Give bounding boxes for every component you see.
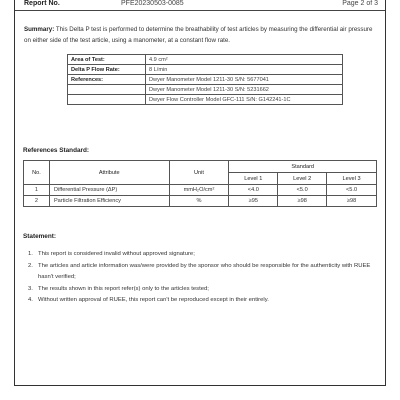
item-number: 1. [28,251,33,257]
statement-title: Statement: [23,233,57,240]
summary-label: Summary: [24,26,55,33]
empty-cell [68,85,146,95]
row-level-3: <5.0 [327,185,377,196]
row-no: 2 [24,196,50,207]
empty-cell [68,95,146,105]
reference-item: Dwyer Flow Controller Model GFC-111 S/N: G142241-1C [146,95,343,105]
table-row [24,196,377,207]
reference-item: Dwyer Manometer Model 1211-30 S/N: 5231662 [146,85,343,95]
references-standard-title: References Standard: [23,147,90,154]
table-row [68,75,343,85]
item-number: 3. [28,285,33,292]
row-level-3: ≥98 [327,196,377,207]
flow-value: 8 L/min [146,65,343,75]
report-header [24,0,378,10]
table-row [68,95,343,105]
header-unit: Unit [169,161,229,185]
reference-item: Dwyer Manometer Model 1211-30 S/N: 5677041 [146,75,343,85]
header-attribute: Attribute [49,161,169,185]
list-item [28,261,380,284]
item-text: The articles and article information was/were provided by the sponsor who should be responsible for the authenticity with RUEE hasn't verified; [38,262,371,280]
references-label: References: [68,75,146,85]
report-number: PFE20230503-0085 [121,0,184,7]
area-label: Area of Test: [68,55,146,65]
row-level-2: ≥98 [278,196,327,207]
summary-text: This Delta P test is performed to determine the breathability of test articles by measuring the differential air pressure on either side of the test article, using a manometer, at a constant flow rate. [24,26,373,44]
area-value: 4.9 cm² [146,55,343,65]
test-info-table [67,54,343,105]
header-standard: Standard [229,161,377,173]
row-level-1: <4.0 [229,185,278,196]
table-header-row [24,161,377,173]
row-no: 1 [24,185,50,196]
row-attribute: Differential Pressure (ΔP) [49,185,169,196]
header-divider [15,10,385,11]
row-level-1: ≥95 [229,196,278,207]
header-level-2: Level 2 [278,173,327,185]
item-number: 2. [28,262,33,269]
item-text: The results shown in this report refer(s) only to the articles tested; [38,285,209,292]
list-item [28,284,380,296]
table-row [68,55,343,65]
table-row [68,85,343,95]
page-number: Page 2 of 3 [342,0,378,7]
header-level-3: Level 3 [327,173,377,185]
header-level-1: Level 1 [229,173,278,185]
statement-list [28,249,380,307]
table-row [68,65,343,75]
standard-table [23,160,377,207]
list-item [28,249,380,261]
item-text: This report is considered invalid without approved signature; [38,251,195,257]
item-number: 4. [28,297,33,303]
table-row [24,185,377,196]
report-number-label: Report No. [24,0,60,7]
list-item [28,295,380,307]
summary-paragraph [24,25,376,46]
row-attribute: Particle Filtration Efficiency [49,196,169,207]
flow-label: Delta P Flow Rate: [68,65,146,75]
row-unit: mmH₂O/cm² [169,185,229,196]
header-no: No. [24,161,50,185]
item-text: Without written approval of RUEE, this report can't be reproduced except in their entirely. [38,297,269,303]
row-level-2: <5.0 [278,185,327,196]
row-unit: % [169,196,229,207]
